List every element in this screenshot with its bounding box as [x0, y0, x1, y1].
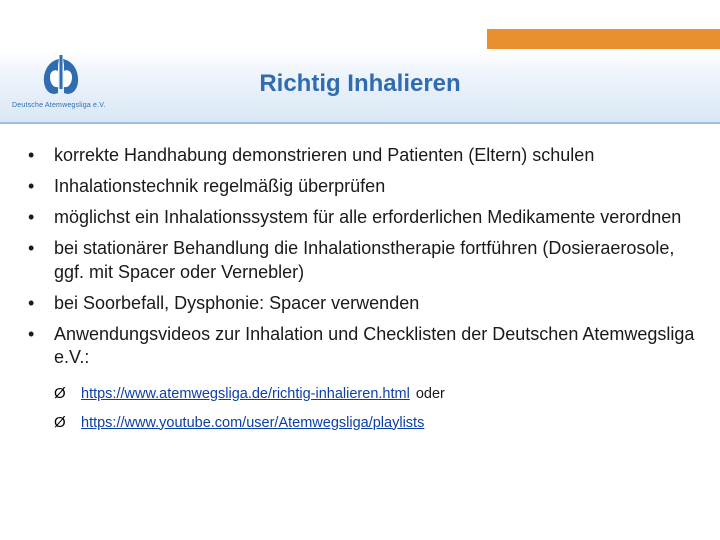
logo-caption: Deutsche Atemwegsliga e.V.	[12, 102, 106, 109]
bullet-dot: •	[28, 323, 35, 344]
youtube-playlist-link[interactable]: https://www.youtube.com/user/Atemwegsliga/playlists	[81, 414, 425, 431]
main-content	[28, 144, 698, 442]
bullet-text: bei stationärer Behandlung die Inhalationstherapie fortführen (Dosieraerosole, ggf. mit Spacer oder Vernebler)	[54, 238, 675, 282]
bullet-text: möglichst ein Inhalationssystem für alle erforderlichen Medikamente verordnen	[54, 207, 682, 227]
bullet-dot: •	[28, 207, 35, 227]
bullet-text: korrekte Handhabung demonstrieren und Patienten (Eltern) schulen	[54, 145, 595, 165]
link-item	[54, 384, 698, 404]
accent-bar	[487, 29, 720, 49]
arrow-bullet-icon: Ø	[54, 413, 66, 431]
atemwegsliga-link[interactable]: https://www.atemwegsliga.de/richtig-inhalieren.html	[81, 385, 410, 402]
bullet-text: bei Soorbefall, Dysphonie: Spacer verwenden	[54, 292, 420, 313]
arrow-bullet-icon: Ø	[54, 384, 66, 402]
page-title: Richtig Inhalieren	[259, 70, 461, 97]
header-divider	[0, 122, 720, 124]
link-suffix: oder	[415, 385, 445, 402]
bullet-item	[28, 323, 698, 370]
bullet-item	[28, 292, 698, 316]
bullet-item	[28, 144, 698, 168]
bullet-dot: •	[28, 176, 35, 196]
bullet-item	[28, 206, 698, 230]
bullet-dot: •	[28, 238, 35, 258]
bullet-text: Anwendungsvideos zur Inhalation und Checklisten der Deutschen Atemwegsliga e.V.:	[54, 323, 695, 367]
bullet-list	[28, 144, 698, 370]
bullet-dot: •	[28, 292, 35, 313]
bullet-text: Inhalationstechnik regelmäßig überprüfen	[54, 176, 386, 196]
bullet-item	[28, 237, 698, 284]
bullet-item	[28, 175, 698, 199]
link-item	[54, 413, 698, 433]
bullet-dot: •	[28, 145, 35, 165]
link-list	[54, 384, 698, 433]
